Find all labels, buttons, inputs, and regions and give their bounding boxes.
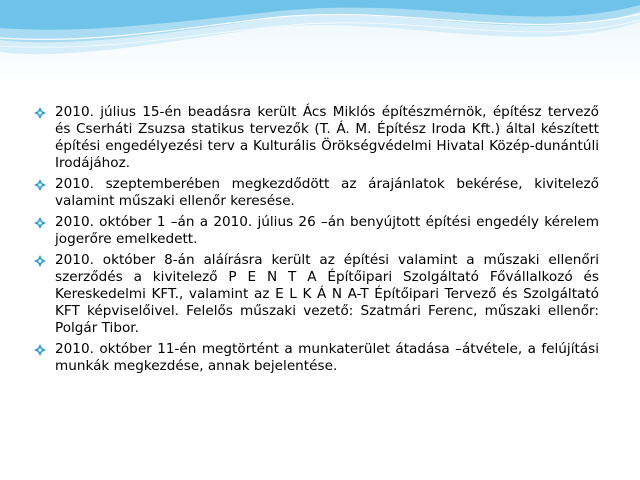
list-item-text: 2010. október 11-én megtörtént a munkaterület átadása –átvétele, a felújítási munkák megkezdése, annak bejelentése. <box>55 341 599 374</box>
list-item-text: 2010. október 1 –án a 2010. július 26 –án benyújtott építési engedély kérelem jogerőre emelkedett. <box>55 214 599 247</box>
list-item-text: 2010. szeptemberében megkezdődött az árajánlatok bekérése, kivitelező valamint műszaki ellenőr keresése. <box>55 176 599 209</box>
list-item <box>33 214 599 248</box>
list-item <box>33 252 599 337</box>
list-item <box>33 176 599 210</box>
bullet-list <box>33 104 599 379</box>
diamond-bullet-icon <box>33 343 47 357</box>
header-wave-decoration <box>0 0 640 80</box>
list-item <box>33 341 599 375</box>
list-item-text: 2010. július 15-én beadásra került Ács Miklós építészmérnök, építész tervező és Cserháti Zsuzsa statikus tervezők (T. Á. M. Építész Iroda Kft.) által készített építési engedélyezési terv a Kulturális Örökségvédelmi Hivatal Közép-dunántúli Irodájához. <box>55 104 599 171</box>
diamond-bullet-icon <box>33 178 47 192</box>
diamond-bullet-icon <box>33 216 47 230</box>
diamond-bullet-icon <box>33 254 47 268</box>
list-item-text: 2010. október 8-án aláírásra került az építési valamint a műszaki ellenőri szerződés a kivitelező P E N T A Építőipari Szolgáltató Fővállalkozó és Kereskedelmi KFT., valamint az E L K Á N A-T Építőipari Tervező és Szolgáltató KFT képviselőivel. Felelős műszaki vezető: Szatmári Ferenc, műszaki ellenőr: Polgár Tibor. <box>55 252 599 336</box>
diamond-bullet-icon <box>33 106 47 120</box>
list-item <box>33 104 599 172</box>
